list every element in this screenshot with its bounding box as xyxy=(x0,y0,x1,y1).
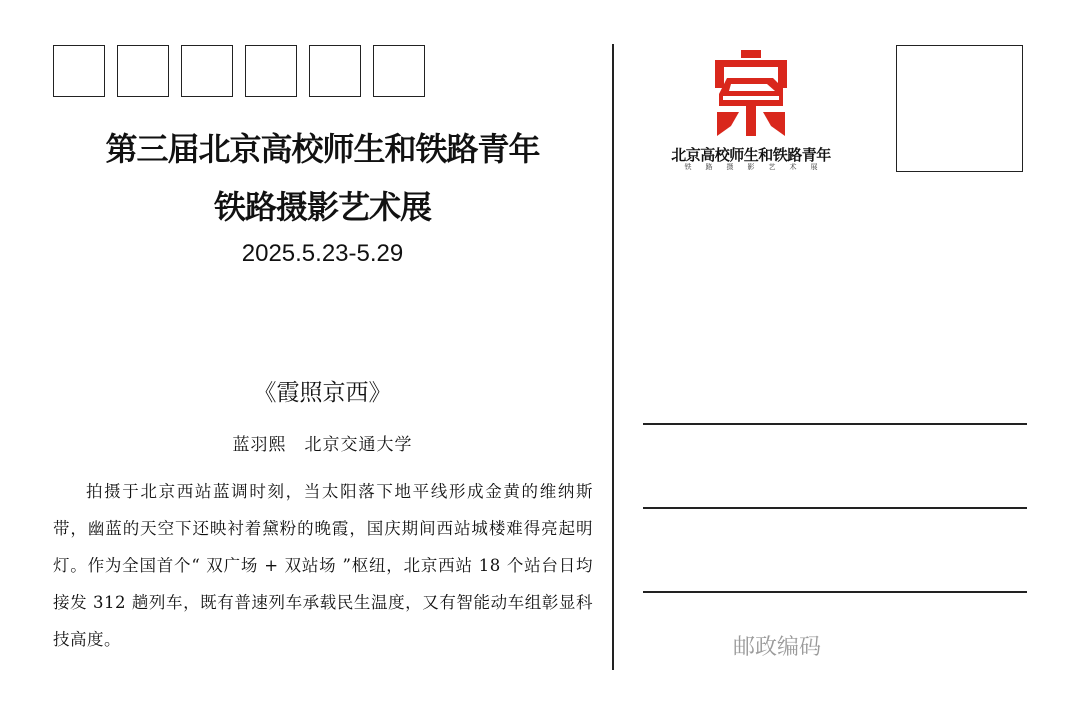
exhibition-title-line2: 铁路摄影艺术展 xyxy=(213,188,431,226)
author-line: 蓝羽熙 北京交通大学 xyxy=(232,435,413,455)
exhibition-title-line1: 第三届北京高校师生和铁路青年 xyxy=(105,130,540,168)
postal-code-box xyxy=(373,45,425,97)
center-divider xyxy=(612,44,614,670)
postal-code-box xyxy=(117,45,169,97)
work-title: 《霞照京西》 xyxy=(253,380,392,406)
postal-code-box xyxy=(181,45,233,97)
address-line xyxy=(643,507,1027,509)
postal-code-box xyxy=(245,45,297,97)
postal-code-box xyxy=(53,45,105,97)
photo-description: 拍摄于北京西站蓝调时刻，当太阳落下地平线形成金黄的维纳斯带，幽蓝的天空下还映衬着黛粉的晚霞，国庆期间西站城楼难得亮起明灯。作为全国首个“ 双广场 + 双站场 ”枢纽，北京西站 18 个站台日均接发 312 趟列车，既有普速列车承载民生温度，又有智能动车组彰显科技高度。 xyxy=(53,482,593,649)
logo-title: 北京高校师生和铁路青年 xyxy=(671,146,831,164)
postcode-label: 邮政编码 xyxy=(733,635,822,660)
exhibition-date: 2025.5.23-5.29 xyxy=(241,240,404,267)
address-line xyxy=(643,423,1027,425)
logo-subtitle: 铁路摄影艺术展 xyxy=(684,163,832,171)
postal-code-boxes xyxy=(53,45,425,97)
address-line xyxy=(643,591,1027,593)
stamp-box xyxy=(896,45,1023,172)
railway-logo-icon xyxy=(711,50,791,140)
postal-code-box xyxy=(309,45,361,97)
